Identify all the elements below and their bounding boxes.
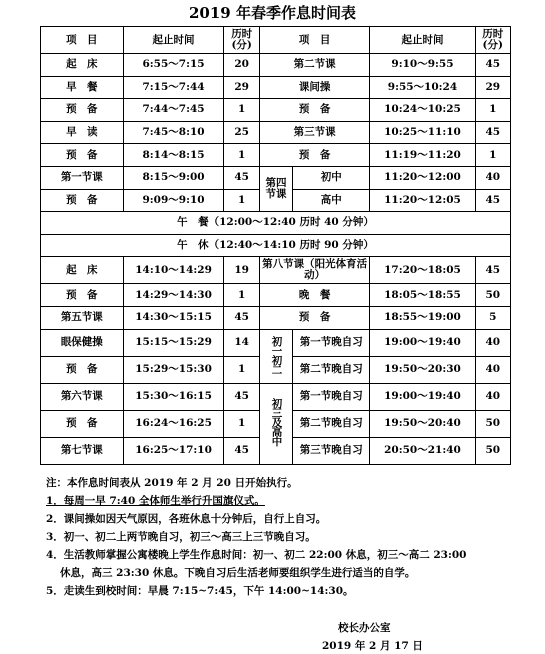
cell-time: 9:10～9:55: [370, 54, 475, 77]
cell-time: 10:25～11:10: [370, 121, 475, 144]
group-senior-label: 初三及高中: [259, 383, 292, 464]
cell-subgroup: 第一节晚自习: [293, 383, 370, 410]
cell-item: 起 床: [41, 54, 124, 77]
cell-item: 起 床: [41, 257, 124, 284]
cell-item: 第二节课: [259, 54, 370, 77]
table-row: [41, 144, 511, 167]
cell-time: 18:55～19:00: [370, 306, 475, 329]
group-junior-label: 初一初二: [259, 329, 292, 383]
nap-row: [41, 234, 511, 257]
note-line: 5．走读生到校时间：早晨 7:15~7:45，下午 14:00~14:30。: [46, 585, 354, 597]
cell-time: 11:20～12:00: [370, 166, 475, 189]
table-row: [41, 99, 511, 122]
header-time: 起止时间: [123, 27, 224, 54]
cell-item: 早 读: [41, 121, 124, 144]
cell-item: 预 备: [259, 306, 370, 329]
table-row: [41, 306, 511, 329]
cell-item: 课间操: [259, 76, 370, 99]
cell-duration: 29: [475, 76, 510, 99]
table-header-row: [41, 27, 511, 54]
nap-cell: 午 休（12:40～14:10 历时 90 分钟）: [41, 234, 511, 257]
cell-item: 第八节课（阳光体育活动）: [259, 257, 370, 284]
cell-time: 19:00～19:40: [370, 383, 475, 410]
cell-time: 9:09～9:10: [123, 189, 224, 212]
cell-duration: 20: [224, 54, 259, 77]
note-line: 1．每周一早 7:40 全体师生举行升国旗仪式。: [46, 495, 265, 507]
cell-duration: 50: [475, 410, 510, 437]
table-row: [41, 383, 511, 410]
note-line: 4．生活教师掌握公寓楼晚上学生作息时间：初一、初二 22:00 休息，初三～高二 23:00: [46, 549, 467, 561]
table-row: [41, 121, 511, 144]
cell-time: 19:00～19:40: [370, 329, 475, 356]
cell-duration: 45: [224, 306, 259, 329]
cell-duration: 45: [475, 257, 510, 284]
cell-item: 第一节课: [41, 166, 124, 189]
note-line: 3．初一、初二上两节晚自习，初三～高三上三节晚自习。: [46, 531, 316, 543]
cell-duration: 45: [224, 166, 259, 189]
cell-time: 11:19～11:20: [370, 144, 475, 167]
cell-duration: 40: [475, 329, 510, 356]
cell-time: 11:20～12:05: [370, 189, 475, 212]
cell-duration: 29: [224, 76, 259, 99]
cell-time: 10:24～10:25: [370, 99, 475, 122]
cell-item: 预 备: [259, 144, 370, 167]
cell-duration: 45: [224, 437, 259, 464]
table-row: [41, 257, 511, 284]
cell-time: 19:50～20:30: [370, 356, 475, 383]
cell-subgroup: 第二节晚自习: [293, 356, 370, 383]
cell-time: 15:30～16:15: [123, 383, 224, 410]
cell-time: 9:55～10:24: [370, 76, 475, 99]
lunch-cell: 午 餐（12:00～12:40 历时 40 分钟）: [41, 212, 511, 235]
cell-time: 7:45～8:10: [123, 121, 224, 144]
cell-duration: 25: [224, 121, 259, 144]
cell-subgroup: 初中: [293, 166, 370, 189]
cell-item: 第六节课: [41, 383, 124, 410]
cell-item: 早 餐: [41, 76, 124, 99]
cell-time: 16:25～17:10: [123, 437, 224, 464]
cell-item: 第七节课: [41, 437, 124, 464]
cell-time: 6:55～7:15: [123, 54, 224, 77]
header-duration-right: 历时(分): [475, 27, 510, 54]
cell-duration: 1: [224, 144, 259, 167]
cell-time: 14:10～14:29: [123, 257, 224, 284]
fourth-period-label: 第四节课: [259, 166, 292, 211]
cell-subgroup: 第三节晚自习: [293, 437, 370, 464]
schedule-table: [40, 26, 511, 465]
cell-duration: 1: [224, 410, 259, 437]
cell-duration: 50: [475, 437, 510, 464]
header-duration: 历时(分): [224, 27, 259, 54]
cell-time: 14:30～15:15: [123, 306, 224, 329]
page-title: 2019 年春季作息时间表: [189, 4, 356, 22]
cell-time: 8:14～8:15: [123, 144, 224, 167]
cell-item: 预 备: [41, 99, 124, 122]
cell-duration: 1: [475, 144, 510, 167]
cell-duration: 5: [475, 306, 510, 329]
cell-item: 预 备: [41, 189, 124, 212]
cell-duration: 1: [224, 189, 259, 212]
table-row: [41, 284, 511, 307]
cell-time: 16:24～16:25: [123, 410, 224, 437]
cell-duration: 50: [475, 284, 510, 307]
cell-duration: 45: [475, 189, 510, 212]
table-row: [41, 166, 511, 189]
cell-duration: 45: [475, 54, 510, 77]
cell-item: 眼保健操: [41, 329, 124, 356]
cell-subgroup: 高中: [293, 189, 370, 212]
signature-office: 校长办公室: [338, 622, 391, 634]
table-row: [41, 329, 511, 356]
cell-item: 预 备: [41, 410, 124, 437]
cell-subgroup: 第二节晚自习: [293, 410, 370, 437]
cell-item: 预 备: [41, 356, 124, 383]
cell-time: 7:15～7:44: [123, 76, 224, 99]
cell-duration: 45: [475, 121, 510, 144]
cell-duration: 1: [475, 99, 510, 122]
cell-duration: 40: [475, 383, 510, 410]
header-time-right: 起止时间: [370, 27, 475, 54]
cell-time: 14:29～14:30: [123, 284, 224, 307]
header-item: 项 目: [41, 27, 124, 54]
cell-time: 7:44～7:45: [123, 99, 224, 122]
note-line: 注：本作息时间表从 2019 年 2 月 20 日开始执行。: [46, 477, 298, 489]
cell-time: 19:50～20:40: [370, 410, 475, 437]
cell-item: 第五节课: [41, 306, 124, 329]
cell-time: 8:15～9:00: [123, 166, 224, 189]
cell-duration: 19: [224, 257, 259, 284]
cell-item: 晚 餐: [259, 284, 370, 307]
cell-item: 预 备: [41, 144, 124, 167]
cell-item: 第三节课: [259, 121, 370, 144]
cell-time: 15:15～15:29: [123, 329, 224, 356]
note-line: 2．课间操如因天气原因，各班休息十分钟后，自行上自习。: [46, 513, 327, 525]
cell-item: 预 备: [41, 284, 124, 307]
cell-time: 18:05～18:55: [370, 284, 475, 307]
cell-duration: 14: [224, 329, 259, 356]
notes-section: [46, 474, 526, 600]
cell-duration: 1: [224, 356, 259, 383]
note-line: 休息，高三 23:30 休息。下晚自习后生活老师要组织学生进行适当的自学。: [60, 567, 416, 579]
cell-duration: 40: [475, 356, 510, 383]
table-row: [41, 54, 511, 77]
cell-duration: 45: [224, 383, 259, 410]
signature-date: 2019 年 2 月 17 日: [322, 640, 423, 652]
cell-duration: 40: [475, 166, 510, 189]
cell-time: 20:50～21:40: [370, 437, 475, 464]
cell-duration: 1: [224, 99, 259, 122]
cell-item: 预 备: [259, 99, 370, 122]
cell-time: 15:29～15:30: [123, 356, 224, 383]
cell-duration: 1: [224, 284, 259, 307]
cell-time: 17:20～18:05: [370, 257, 475, 284]
lunch-row: [41, 212, 511, 235]
header-item-right: 项 目: [259, 27, 370, 54]
cell-subgroup: 第一节晚自习: [293, 329, 370, 356]
table-row: [41, 76, 511, 99]
